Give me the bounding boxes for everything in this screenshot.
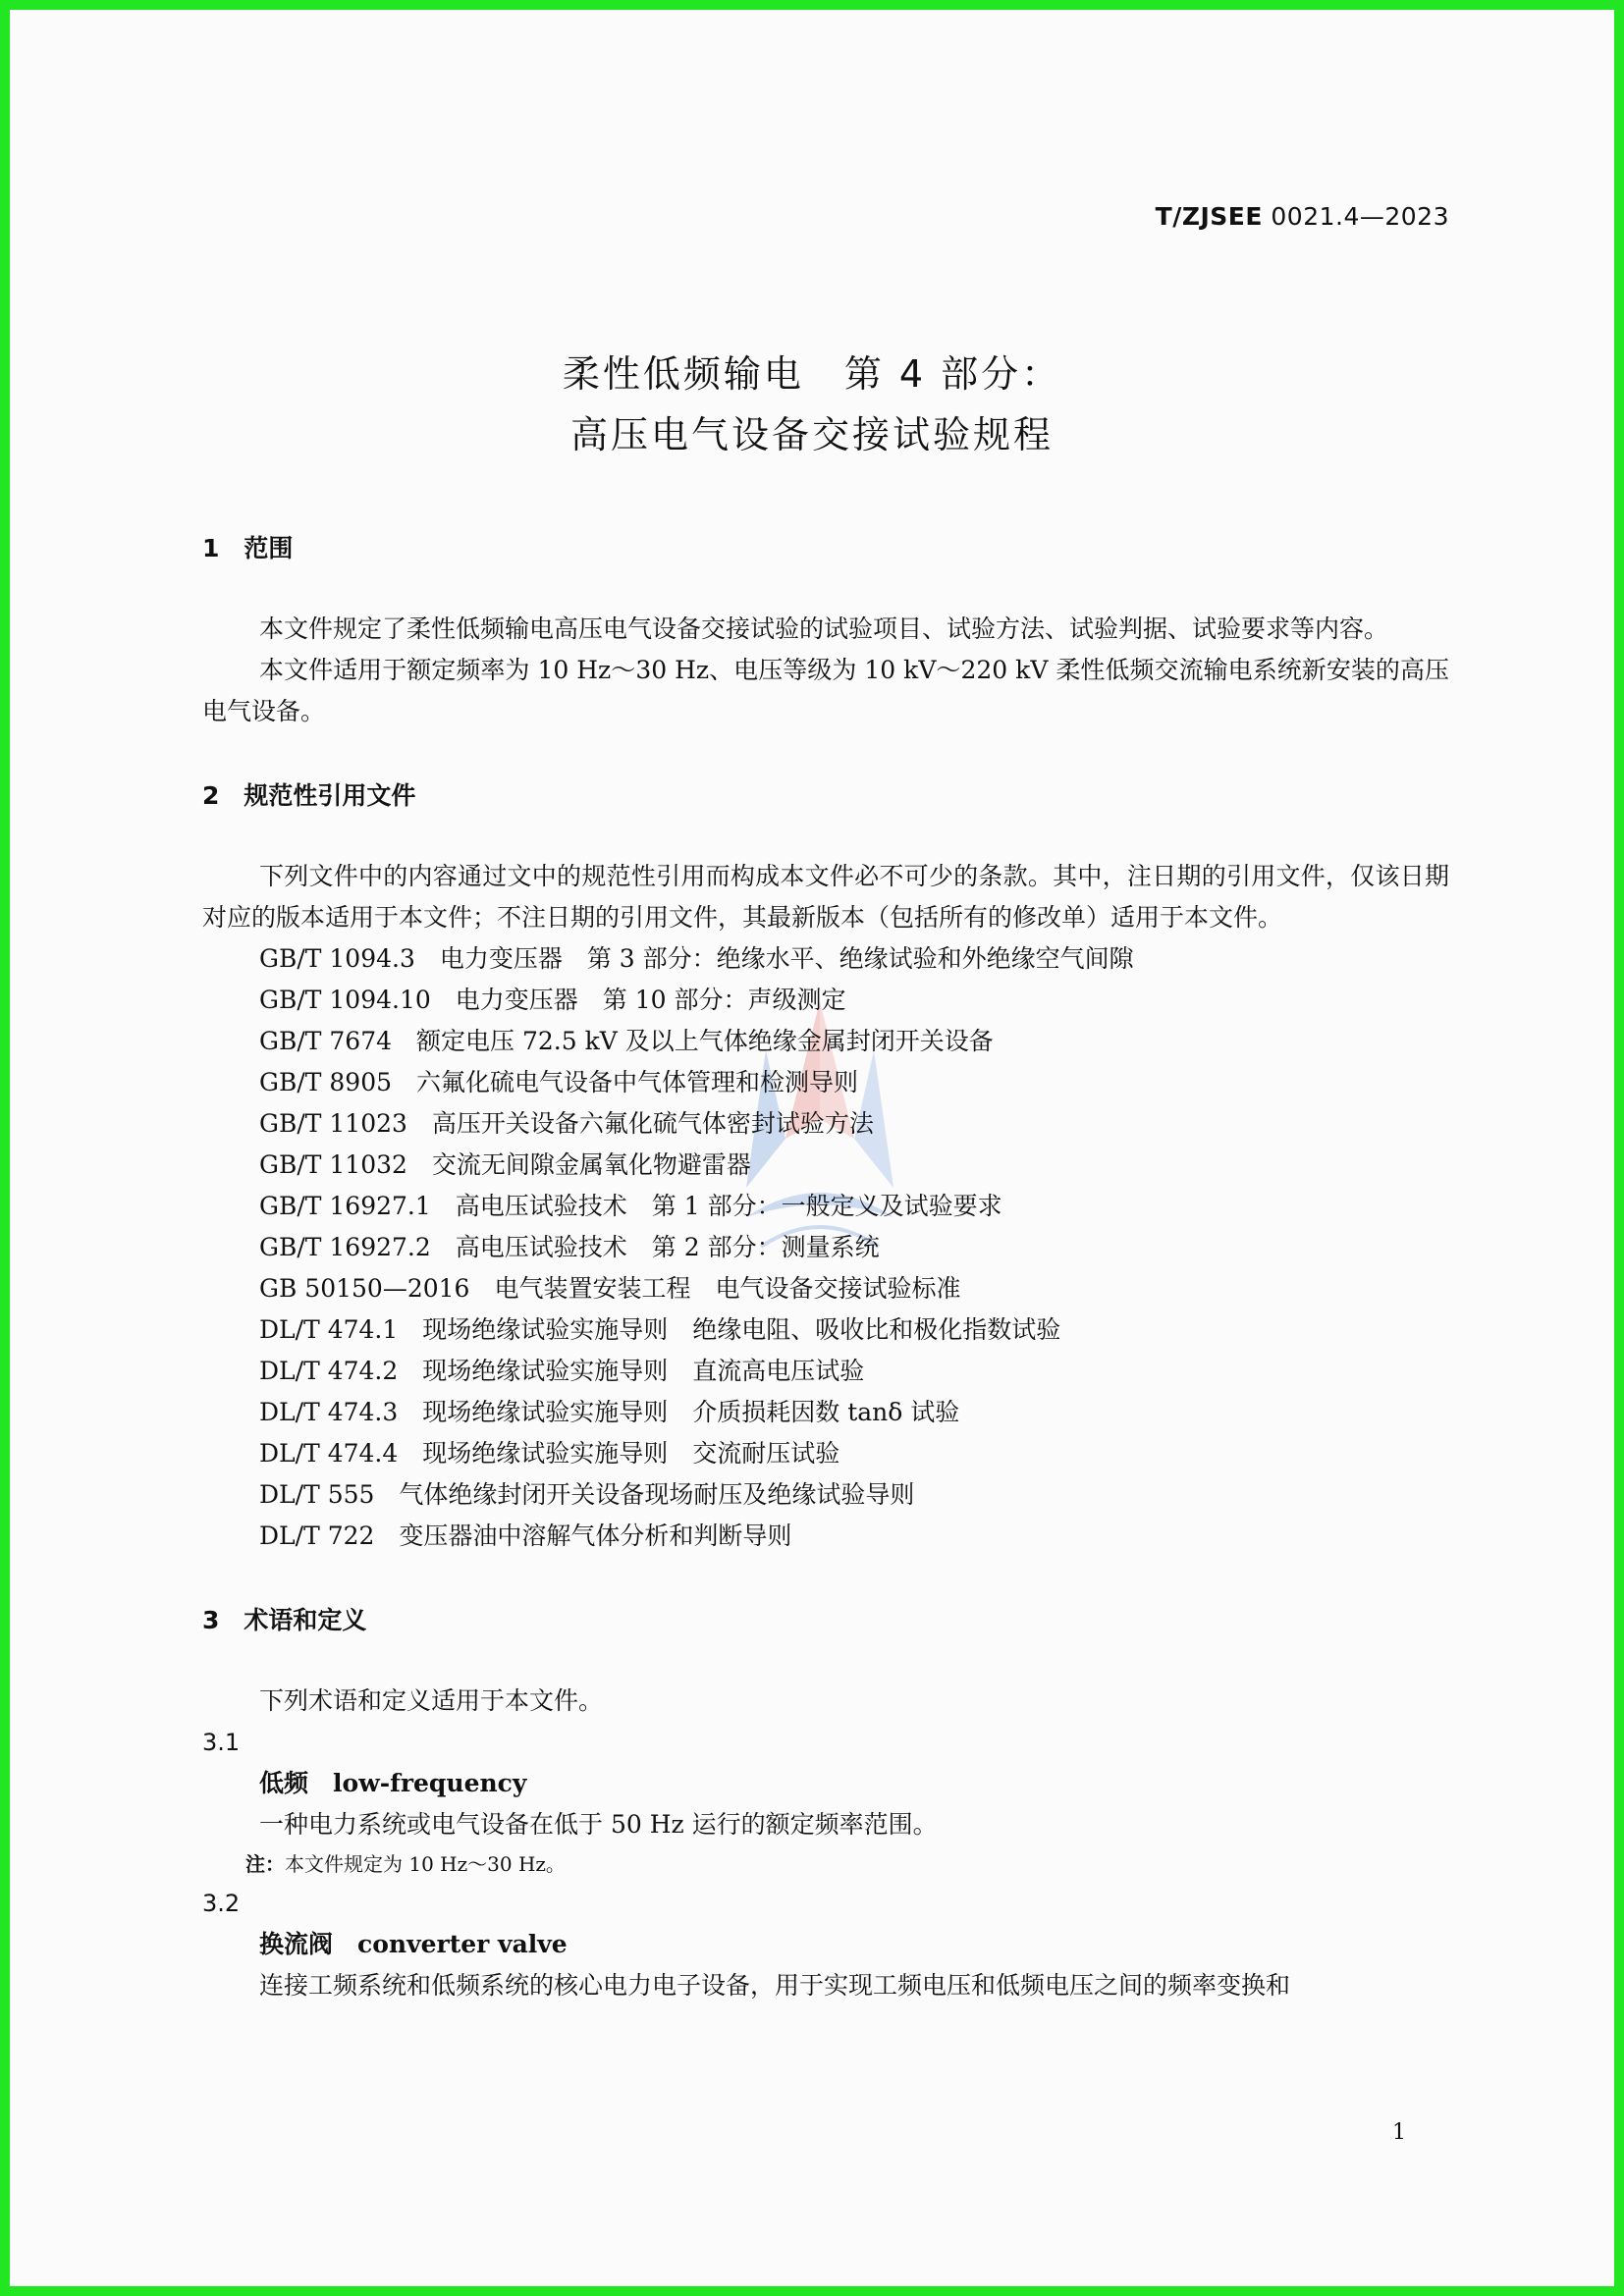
section-2-heading: 2 规范性引用文件 bbox=[202, 781, 416, 810]
reference-item: GB 50150—2016 电气装置安装工程 电气设备交接试验标准 bbox=[259, 1274, 961, 1303]
reference-item: DL/T 474.1 现场绝缘试验实施导则 绝缘电阻、吸收比和极化指数试验 bbox=[259, 1315, 1061, 1344]
reference-item: GB/T 8905 六氟化硫电气设备中气体管理和检测导则 bbox=[259, 1068, 859, 1096]
page-number: 1 bbox=[1392, 2120, 1406, 2145]
title-line-2: 高压电气设备交接试验规程 bbox=[569, 413, 1054, 456]
term-definition: 一种电力系统或电气设备在低于 50 Hz 运行的额定频率范围。 bbox=[259, 1810, 938, 1839]
reference-item: DL/T 474.4 现场绝缘试验实施导则 交流耐压试验 bbox=[259, 1439, 840, 1468]
term-number: 3.2 bbox=[202, 1890, 241, 1917]
document-title bbox=[10, 344, 1614, 465]
reference-item: GB/T 11032 交流无间隙金属氧化物避雷器 bbox=[259, 1150, 751, 1179]
reference-item: DL/T 555 气体绝缘封闭开关设备现场耐压及绝缘试验导则 bbox=[259, 1480, 915, 1509]
reference-item: GB/T 1094.10 电力变压器 第 10 部分：声级测定 bbox=[259, 986, 846, 1014]
reference-item: DL/T 474.3 现场绝缘试验实施导则 介质损耗因数 tanδ 试验 bbox=[259, 1398, 960, 1426]
term-heading bbox=[202, 1924, 1449, 1965]
term-number: 3.1 bbox=[202, 1729, 241, 1756]
standard-code-prefix: T/ZJSEE bbox=[1155, 202, 1263, 231]
standard-code-number: 0021.4—2023 bbox=[1262, 202, 1449, 231]
note-text: 本文件规定为 10 Hz～30 Hz。 bbox=[285, 1852, 566, 1876]
term-chinese: 换流阀 bbox=[259, 1930, 334, 1958]
reference-item: DL/T 722 变压器油中溶解气体分析和判断导则 bbox=[259, 1522, 792, 1550]
term-english: low-frequency bbox=[333, 1769, 527, 1797]
reference-list bbox=[202, 938, 1449, 1557]
title-line-1: 柔性低频输电 第 4 部分： bbox=[562, 352, 1062, 396]
term-english: converter valve bbox=[357, 1930, 568, 1958]
reference-item: GB/T 16927.2 高电压试验技术 第 2 部分：测量系统 bbox=[259, 1233, 880, 1261]
reference-item: GB/T 7674 额定电压 72.5 kV 及以上气体绝缘金属封闭开关设备 bbox=[259, 1027, 994, 1055]
term-note bbox=[202, 1845, 1449, 1883]
section-3-intro: 下列术语和定义适用于本文件。 bbox=[259, 1686, 604, 1715]
reference-item: GB/T 1094.3 电力变压器 第 3 部分：绝缘水平、绝缘试验和外绝缘空气间隙 bbox=[259, 944, 1134, 973]
term-heading bbox=[202, 1763, 1449, 1804]
section-1-paragraph-2: 本文件适用于额定频率为 10 Hz～30 Hz、电压等级为 10 kV～220 kV 柔性低频交流输电系统新安装的高压电气设备。 bbox=[202, 656, 1449, 725]
document-body bbox=[202, 528, 1449, 2006]
term-definition: 连接工频系统和低频系统的核心电力电子设备，用于实现工频电压和低频电压之间的频率变换和 bbox=[259, 1971, 1291, 2000]
section-1-heading: 1 范围 bbox=[202, 534, 294, 562]
reference-item: GB/T 16927.1 高电压试验技术 第 1 部分：一般定义及试验要求 bbox=[259, 1192, 1002, 1220]
reference-item: DL/T 474.2 现场绝缘试验实施导则 直流高电压试验 bbox=[259, 1357, 865, 1385]
standard-code bbox=[1156, 202, 1449, 231]
term-chinese: 低频 bbox=[259, 1769, 309, 1797]
note-label: 注： bbox=[245, 1852, 285, 1876]
reference-item: GB/T 11023 高压开关设备六氟化硫气体密封试验方法 bbox=[259, 1109, 874, 1138]
section-2-intro: 下列文件中的内容通过文中的规范性引用而构成本文件必不可少的条款。其中，注日期的引用文件，仅该日期对应的版本适用于本文件；不注日期的引用文件，其最新版本（包括所有的修改单）适用于本文件。 bbox=[202, 862, 1449, 932]
section-3-heading: 3 术语和定义 bbox=[202, 1606, 367, 1634]
section-1-paragraph-1: 本文件规定了柔性低频输电高压电气设备交接试验的试验项目、试验方法、试验判据、试验要求等内容。 bbox=[259, 614, 1389, 643]
